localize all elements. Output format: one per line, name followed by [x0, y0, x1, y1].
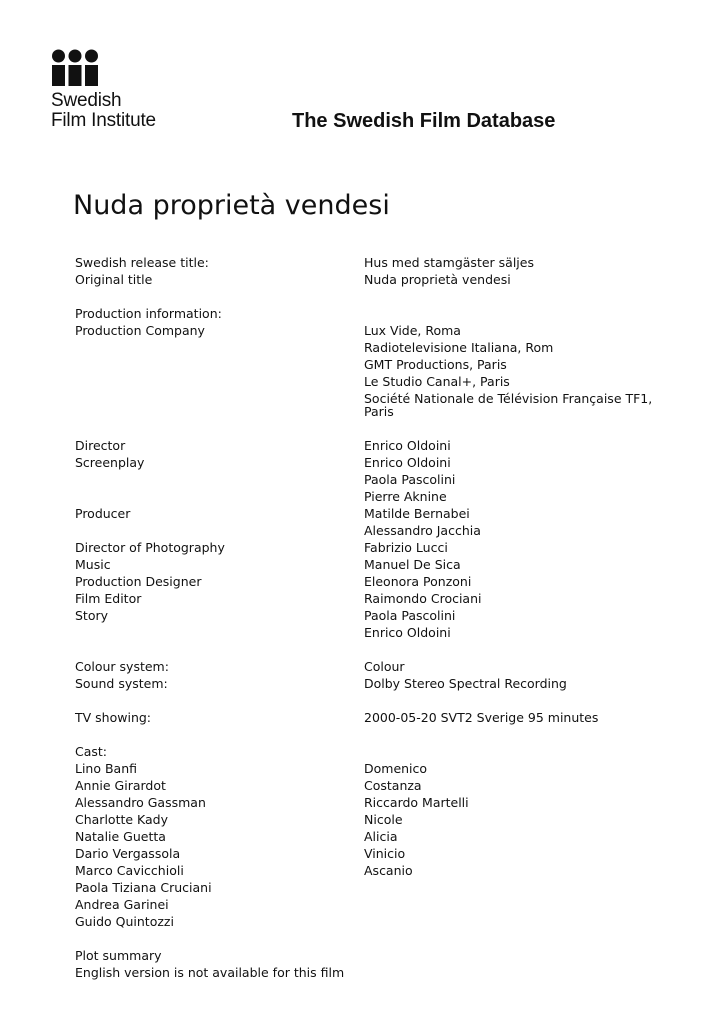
production-company-label: Production Company [75, 323, 205, 338]
sound-system-label: Sound system: [75, 676, 168, 691]
director-label: Director [75, 438, 126, 453]
story-value: Enrico Oldoini [364, 625, 451, 640]
cast-role [364, 896, 664, 913]
cast-row [75, 777, 675, 794]
cast-role: Domenico [364, 761, 428, 776]
colour-system-value: Colour [364, 659, 405, 674]
film-details [75, 254, 675, 981]
photography-label: Director of Photography [75, 540, 225, 555]
detail-row-photography [75, 539, 675, 556]
film-editor-label: Film Editor [75, 591, 142, 606]
plot-heading: Plot summary [75, 948, 162, 963]
cast-role: Riccardo Martelli [364, 795, 469, 810]
music-value: Manuel De Sica [364, 557, 461, 572]
cast-role: Vinicio [364, 846, 406, 861]
film-title: Nuda proprietà vendesi [73, 190, 390, 221]
screenplay-label: Screenplay [75, 455, 145, 470]
original-title-value: Nuda proprietà vendesi [364, 272, 511, 287]
cast-row [75, 794, 675, 811]
cast-actor: Natalie Guetta [75, 829, 166, 844]
cast-role: Alicia [364, 829, 398, 844]
cast-heading: Cast: [75, 744, 108, 759]
plot-text: English version is not available for this film [75, 965, 345, 980]
cast-row [75, 845, 675, 862]
detail-row-production-designer [75, 573, 675, 590]
colour-system-label: Colour system: [75, 659, 169, 674]
production-designer-value: Eleonora Ponzoni [364, 574, 472, 589]
production-company-value: Le Studio Canal+, Paris [364, 374, 510, 389]
story-value: Paola Pascolini [364, 608, 456, 623]
detail-row-music [75, 556, 675, 573]
cast-actor: Paola Tiziana Cruciani [75, 880, 212, 895]
cast-role: Ascanio [364, 863, 413, 878]
cast-row [75, 879, 675, 896]
screenplay-value: Paola Pascolini [364, 472, 456, 487]
story-label: Story [75, 608, 109, 623]
production-company-value: Radiotelevisione Italiana, Rom [364, 340, 554, 355]
detail-row-director [75, 437, 675, 454]
logo-text-line1: Swedish [51, 90, 122, 111]
tv-showing-value: 2000-05-20 SVT2 Sverige 95 minutes [364, 710, 599, 725]
producer-label: Producer [75, 506, 131, 521]
sound-system-value: Dolby Stereo Spectral Recording [364, 676, 567, 691]
cast-row [75, 913, 675, 930]
cast-role: Costanza [364, 778, 422, 793]
production-designer-label: Production Designer [75, 574, 202, 589]
detail-row-original-title [75, 271, 675, 288]
production-company-value: Société Nationale de Télévision Française TF1, Paris [364, 391, 653, 419]
music-label: Music [75, 557, 111, 572]
production-heading: Production information: [75, 306, 222, 321]
cast-role [364, 879, 664, 896]
producer-value: Matilde Bernabei [364, 506, 470, 521]
cast-role [364, 913, 664, 930]
cast-actor: Guido Quintozzi [75, 914, 174, 929]
cast-actor: Dario Vergassola [75, 846, 181, 861]
production-company-value: GMT Productions, Paris [364, 357, 507, 372]
cast-actor: Alessandro Gassman [75, 795, 206, 810]
cast-actor: Andrea Garinei [75, 897, 169, 912]
detail-row-swedish-title [75, 254, 675, 271]
cast-row [75, 828, 675, 845]
cast-row [75, 760, 675, 777]
tv-showing-label: TV showing: [75, 710, 152, 725]
cast-row [75, 862, 675, 879]
photography-value: Fabrizio Lucci [364, 540, 448, 555]
cast-row [75, 811, 675, 828]
screenplay-value: Enrico Oldoini [364, 455, 451, 470]
cast-actor: Marco Cavicchioli [75, 863, 184, 878]
swedish-title-value: Hus med stamgäster säljes [364, 255, 534, 270]
sfi-logo [51, 49, 191, 131]
detail-row-producer [75, 505, 675, 522]
database-title: The Swedish Film Database [292, 110, 556, 132]
detail-row-sound-system [75, 675, 675, 692]
producer-value: Alessandro Jacchia [364, 523, 481, 538]
detail-row-screenplay [75, 454, 675, 471]
detail-row-tv-showing [75, 709, 675, 726]
screenplay-value: Pierre Aknine [364, 489, 447, 504]
cast-actor: Annie Girardot [75, 778, 166, 793]
swedish-title-label: Swedish release title: [75, 255, 209, 270]
original-title-label: Original title [75, 272, 153, 287]
cast-actor: Lino Banfi [75, 761, 138, 776]
film-editor-value: Raimondo Crociani [364, 591, 482, 606]
detail-row-production-company [75, 322, 675, 339]
cast-row [75, 896, 675, 913]
detail-row-story [75, 607, 675, 624]
detail-row-film-editor [75, 590, 675, 607]
director-value: Enrico Oldoini [364, 438, 451, 453]
detail-row-colour-system [75, 658, 675, 675]
cast-role: Nicole [364, 812, 403, 827]
sfi-logo-icon [51, 49, 101, 87]
cast-actor: Charlotte Kady [75, 812, 169, 827]
logo-text-line2: Film Institute [51, 110, 156, 131]
production-company-value: Lux Vide, Roma [364, 323, 461, 338]
